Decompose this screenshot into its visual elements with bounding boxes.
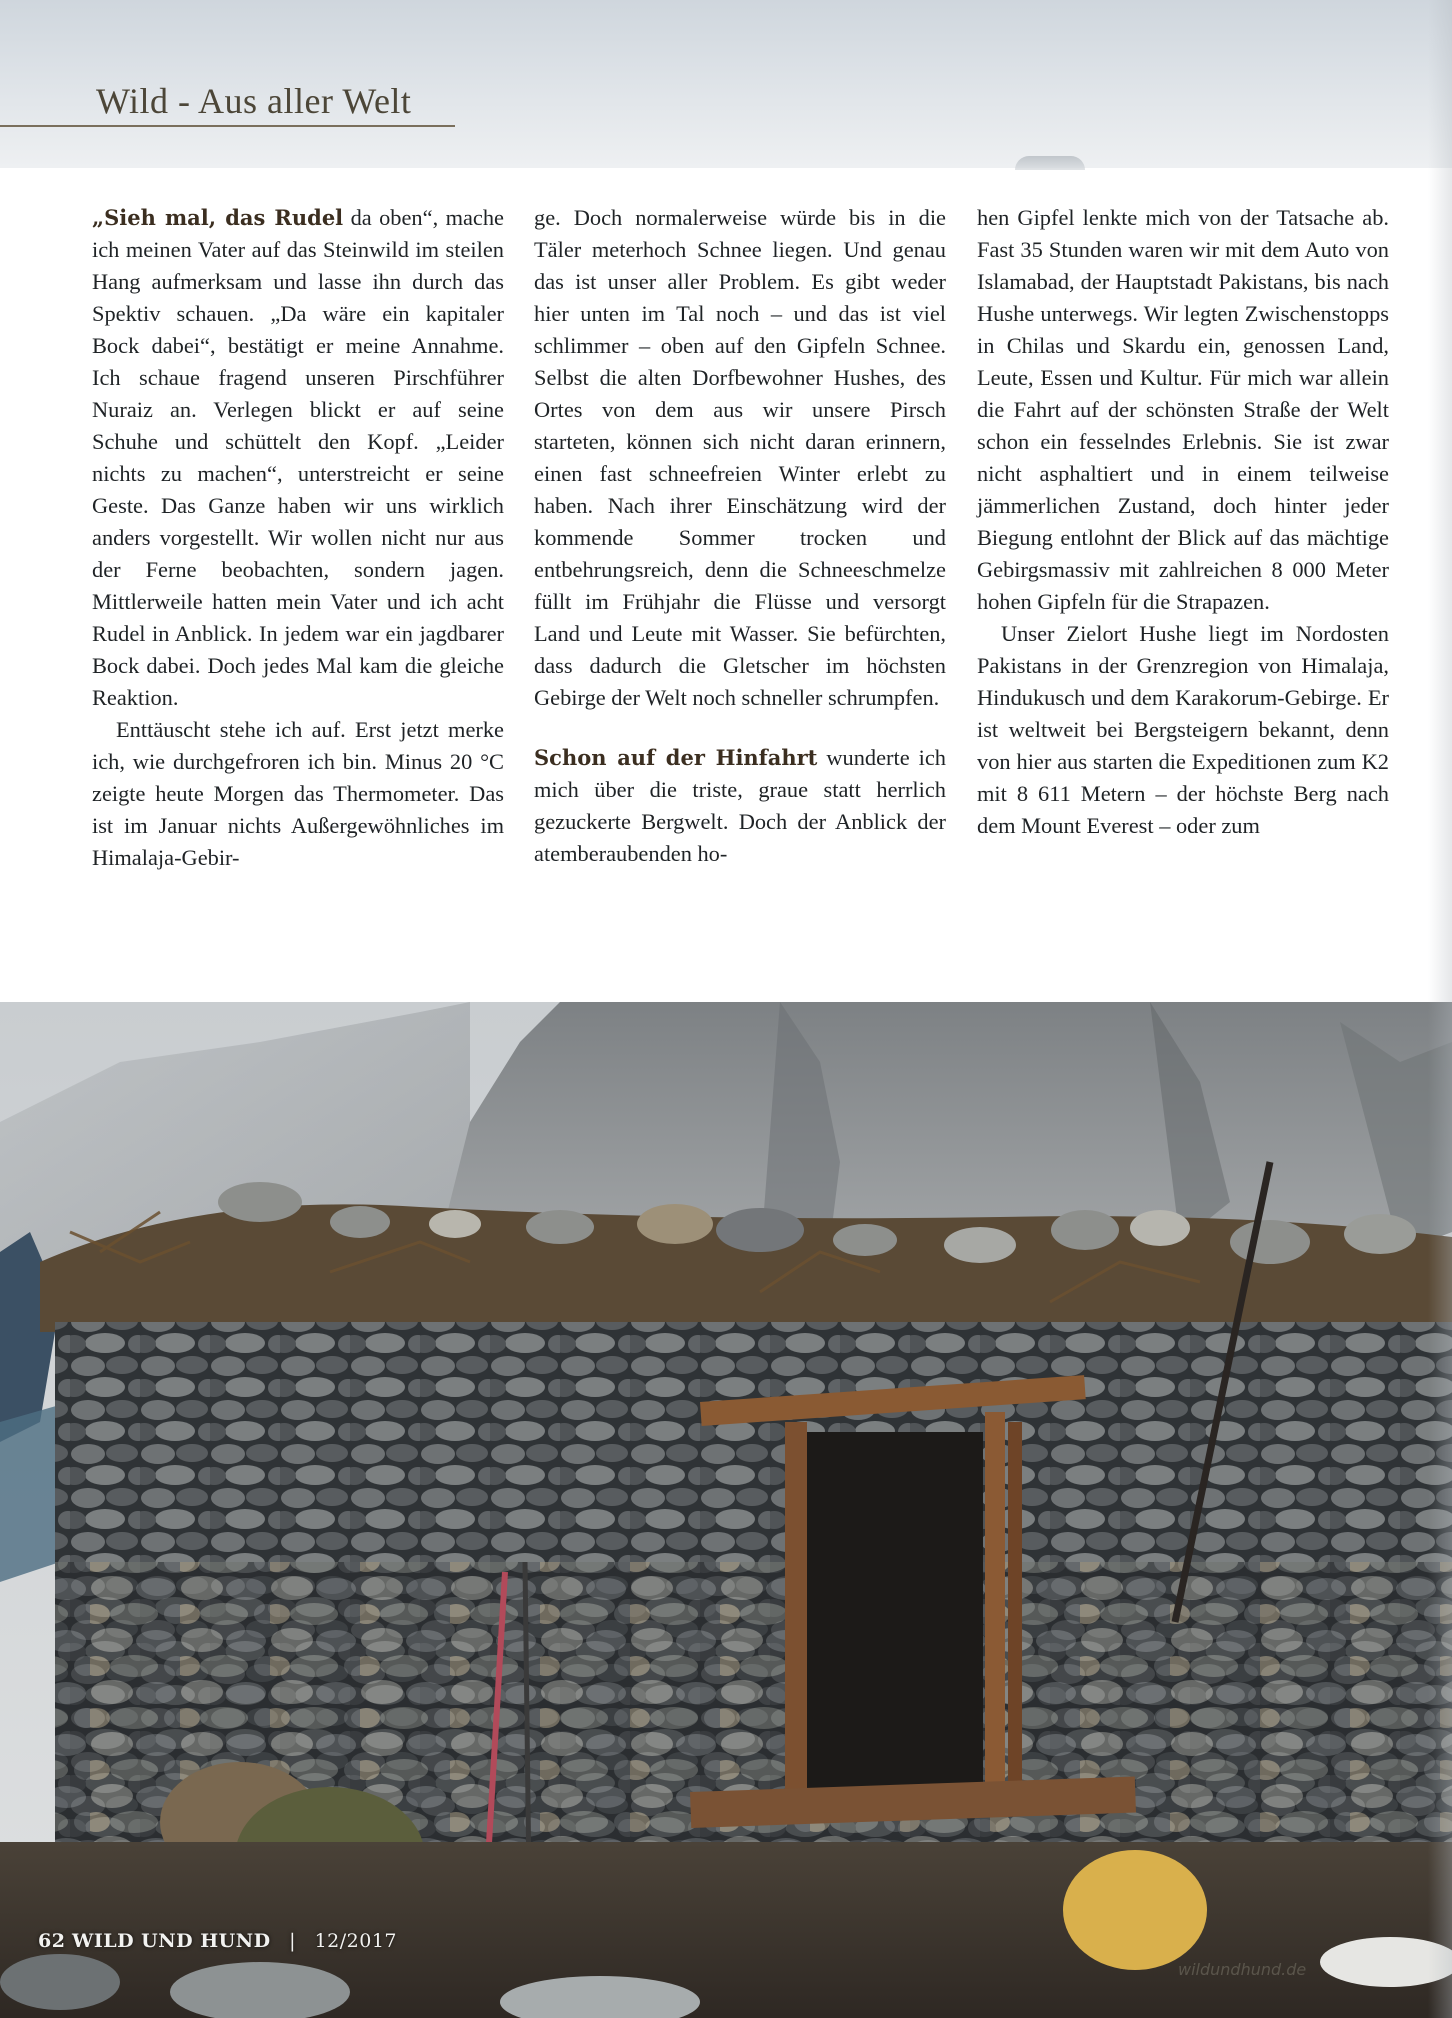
mountain-peak-decor bbox=[1015, 156, 1085, 170]
paragraph: Enttäuscht stehe ich auf. Erst jetzt merke ich, wie durchgefroren ich bin. Minus 20 °C zeigte heute Morgen das Thermometer. Das ist im Januar nichts Außergewöhnliches im Himalaja-Gebir- bbox=[92, 717, 504, 870]
subhead-lead-in: Schon auf der Hinfahrt bbox=[534, 745, 818, 770]
footer-separator: | bbox=[289, 1930, 297, 1952]
stone-hut-photo bbox=[0, 1002, 1452, 2018]
article-body bbox=[92, 202, 1389, 967]
header-rule bbox=[0, 125, 455, 127]
paragraph bbox=[92, 202, 504, 714]
paragraph bbox=[534, 742, 946, 870]
page-number: 62 bbox=[38, 1930, 66, 1952]
paragraph: Unser Zielort Hushe liegt im Nordosten Pakistans in der Grenzregion von Himalaja, Hindukusch und dem Karakorum-Gebirge. Er ist weltweit bei Bergsteigern bekannt, denn von hier aus starten die Expeditionen zum K2 mit 8 611 Metern – der höchste Berg nach dem Mount Everest – oder zum bbox=[977, 621, 1389, 838]
page-footer bbox=[38, 1930, 397, 1960]
issue-number: 12/2017 bbox=[314, 1930, 398, 1952]
text-column-2 bbox=[534, 202, 946, 870]
magazine-name: WILD UND HUND bbox=[72, 1930, 271, 1952]
text-column-1 bbox=[92, 202, 504, 874]
paragraph: hen Gipfel lenkte mich von der Tatsache ab. Fast 35 Stunden waren wir mit dem Auto von Islamabad, der Hauptstadt Pakistans, bis nach Hushe unterwegs. Wir legten Zwischenstopps in Chilas und Skardu ein, genossen Land, Leute, Essen und Kultur. Für mich war allein die Fahrt auf der schönsten Straße der Welt schon ein fesselndes Erlebnis. Sie ist zwar nicht asphaltiert und in einem teilweise jämmerlichen Zustand, doch hinter jeder Biegung entlohnt der Blick auf das mächtige Gebirgsmassiv mit zahlreichen 8 000 Meter hohen Gipfeln für die Strapazen. bbox=[977, 205, 1389, 614]
text-column-3 bbox=[977, 202, 1389, 842]
scan-edge-shade bbox=[1428, 0, 1452, 2018]
paragraph: ge. Doch normalerweise würde bis in die Täler meterhoch Schnee liegen. Und genau das ist unser aller Problem. Es gibt weder hier unten im Tal noch – und das ist viel schlimmer – oben auf den Gipfeln Schnee. Selbst die alten Dorfbewohner Hushes, des Ortes von dem aus wir unsere Pirsch starteten, können sich nicht daran erinnern, einen fast schneefreien Winter erlebt zu haben. Nach ihrer Einschätzung wird der kommende Sommer trocken und entbehrungsreich, denn die Schneeschmelze füllt im Frühjahr die Flüsse und versorgt Land und Leute mit Wasser. Sie befürchten, dass dadurch die Gletscher im höchsten Gebirge der Welt noch schneller schrumpfen. bbox=[534, 205, 946, 710]
paragraph-text: wunderte ich mich über die triste, graue statt herrlich gezuckerte Bergwelt. Doch der Anblick der atemberaubenden ho- bbox=[534, 745, 946, 866]
photo-credit: wildundhund.de bbox=[1178, 1960, 1307, 1979]
paragraph-text: da oben“, mache ich meinen Vater auf das Steinwild im steilen Hang aufmerksam und lasse ihn durch das Spektiv schauen. „Da wäre ein kapitaler Bock dabei“, bestätigt er meine Annahme. Ich schaue fragend unseren Pirschführer Nuraiz an. Verlegen blickt er auf seine Schuhe und schüttelt den Kopf. „Leider nichts zu machen“, unterstreicht er seine Geste. Das Ganze haben wir uns wirklich anders vorgestellt. Wir wollen nicht nur aus der Ferne beobachten, sondern jagen. Mittlerweile hatten mein Vater und ich acht Rudel in Anblick. In jedem war ein jagdbarer Bock dabei. Doch jedes Mal kam die gleiche Reaktion. bbox=[92, 205, 504, 710]
lead-in: „Sieh mal, das Rudel bbox=[92, 205, 344, 230]
header-band bbox=[0, 0, 1452, 168]
photo-illustration bbox=[0, 1002, 1452, 2018]
section-title: Wild - Aus aller Welt bbox=[96, 81, 412, 121]
